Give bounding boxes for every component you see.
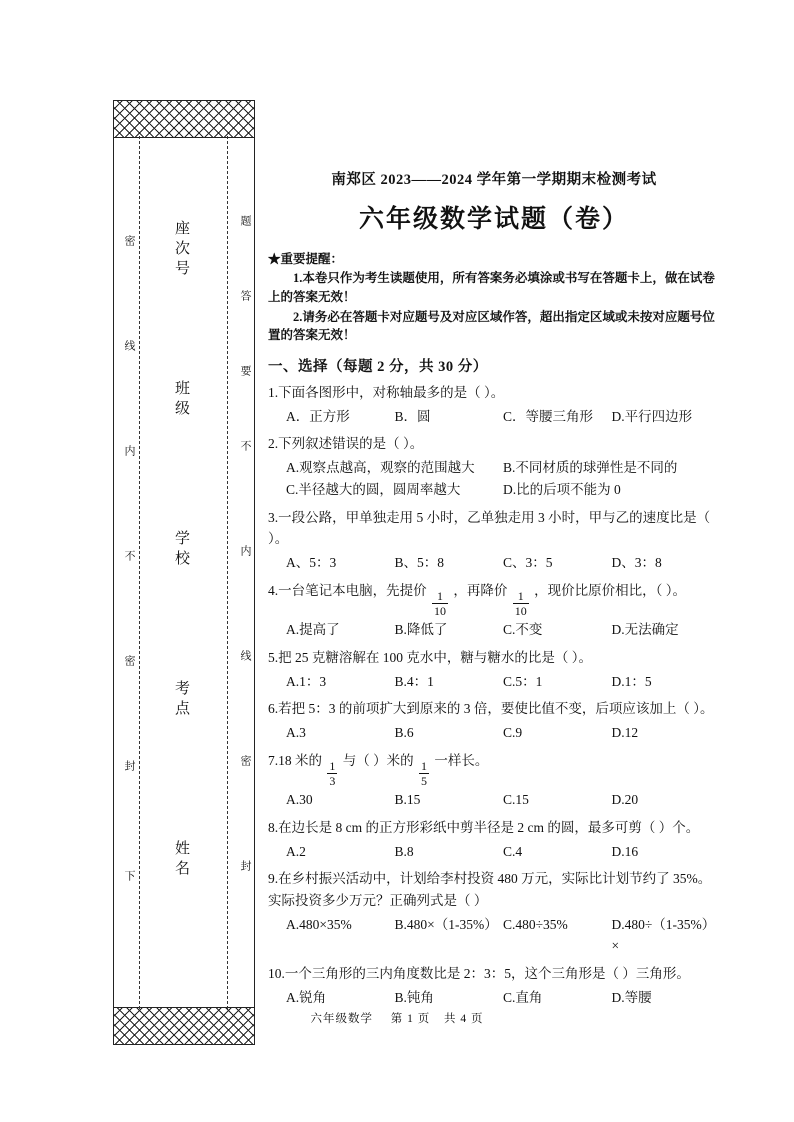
footer-total-pages: 共 4 页 <box>444 1013 484 1025</box>
question-2-option-d[interactable]: D.比的后项不能为 0 <box>503 481 621 497</box>
question-3-option-c[interactable]: C、3：5 <box>503 555 553 571</box>
question-4-options <box>268 619 720 641</box>
question-4-text-mid: ，再降价 <box>453 582 508 598</box>
question-4-fraction-2: $\frac{1}{10}$ <box>514 589 527 619</box>
question-4-option-a[interactable]: A.提高了 <box>286 622 340 638</box>
seal-mark-left-7: 密 <box>123 235 135 248</box>
seal-mark-right-1: 封 <box>239 860 251 873</box>
question-10-options <box>268 987 720 1009</box>
question-5-option-a[interactable]: A.1：3 <box>286 673 327 689</box>
footer-page-number: 第 1 页 <box>390 1013 431 1025</box>
question-4-option-d[interactable]: D.无法确定 <box>611 622 679 638</box>
question-7-text-pre: 7.18 米的 <box>268 752 322 768</box>
question-8-option-d[interactable]: D.16 <box>611 843 639 859</box>
footer-subject: 六年级数学 <box>310 1013 373 1025</box>
seal-dashed-line-1 <box>139 136 140 1009</box>
question-7-option-d[interactable]: D.20 <box>611 792 639 808</box>
question-7-option-a[interactable]: A.30 <box>286 792 313 808</box>
question-3-options <box>268 552 720 574</box>
question-7-option-b[interactable]: B.15 <box>394 792 421 808</box>
seal-field-class: 班级 <box>173 380 189 420</box>
question-5-text: 5.把 25 克糖溶解在 100 克水中，糖与糖水的比是（ ）。 <box>268 649 592 665</box>
notice-paragraph-2: 2.请务必在答题卡对应题号及对应区域作答，超出指定区域或未按对应题号位置的答案无效！ <box>268 309 715 343</box>
question-5-options <box>268 671 720 693</box>
seal-mark-right-2: 密 <box>239 755 251 768</box>
question-9-option-d[interactable]: D.480÷（1-35%）× <box>611 916 716 954</box>
question-6-option-a[interactable]: A.3 <box>286 725 306 741</box>
question-1-option-a[interactable]: A．正方形 <box>286 408 350 424</box>
question-3-option-d[interactable]: D、3：8 <box>611 555 662 571</box>
question-1-option-d[interactable]: D.平行四边形 <box>611 408 693 424</box>
seal-mark-left-5: 内 <box>123 445 135 458</box>
seal-mark-right-4: 内 <box>239 545 251 558</box>
question-8-option-b[interactable]: B.8 <box>394 843 414 859</box>
question-4-text <box>268 580 720 617</box>
question-7-fraction-2: $\frac{1}{5}$ <box>421 759 427 789</box>
seal-field-seat-number: 座次号 <box>173 220 189 280</box>
question-6-option-c[interactable]: C.9 <box>503 725 523 741</box>
question-6-option-d[interactable]: D.12 <box>611 725 639 741</box>
seal-border-right <box>254 100 255 1045</box>
seal-mark-left-2: 封 <box>123 760 135 773</box>
question-5-option-b[interactable]: B.4：1 <box>394 673 434 689</box>
question-9-option-b[interactable]: B.480×（1-35%） <box>394 916 498 932</box>
question-4-option-c[interactable]: C.不变 <box>503 622 543 638</box>
seal-mark-left-6: 线 <box>123 340 135 353</box>
question-2-text: 2.下列叙述错误的是（ ）。 <box>268 436 424 452</box>
question-1-text: 1.下面各图形中，对称轴最多的是（ ）。 <box>268 385 505 400</box>
question-4-option-b[interactable]: B.降低了 <box>394 622 448 638</box>
question-3-text: 3.一段公路，甲单独走用 5 小时，乙单独走用 3 小时，甲与乙的速度比是（ ）。 <box>268 509 711 547</box>
seal-field-name: 姓名 <box>173 840 189 880</box>
question-10-text: 10.一个三角形的三内角度数比是 2：3：5，这个三角形是（ ）三角形。 <box>268 966 690 982</box>
exam-header-line: 南郑区 2023——2024 学年第一学期期末检测考试 <box>331 172 657 188</box>
question-2-option-b[interactable]: B.不同材质的球弹性是不同的 <box>503 460 678 476</box>
question-6-option-b[interactable]: B.6 <box>394 725 414 741</box>
question-4-fraction-1: $\frac{1}{10}$ <box>434 589 446 619</box>
question-8-option-c[interactable]: C.4 <box>503 843 523 859</box>
question-7-text <box>268 750 720 787</box>
question-6-text: 6.若把 5：3 的前项扩大到原来的 3 倍，要使比值不变，后项应该加上（ ）。 <box>268 701 714 717</box>
question-2-option-a[interactable]: A.观察点越高，观察的范围越大 <box>286 460 475 476</box>
question-3-option-a[interactable]: A、5：3 <box>286 555 337 571</box>
question-8-options <box>268 841 720 863</box>
question-1-option-c[interactable]: C．等腰三角形 <box>503 408 594 424</box>
question-9-option-a[interactable]: A.480×35% <box>286 916 352 932</box>
question-7-options <box>268 789 720 811</box>
question-10-option-b[interactable]: B.钝角 <box>394 989 434 1005</box>
notice-paragraph-1: 1.本卷只作为考生读题使用，所有答案务必填涂或书写在答题卡上，做在试卷上的答案无效！ <box>268 271 715 304</box>
question-8-text: 8.在边长是 8 cm 的正方形彩纸中剪半径是 2 cm 的圆，最多可剪（ ）个。 <box>268 819 700 835</box>
question-8-option-a[interactable]: A.2 <box>286 843 306 859</box>
question-1-options <box>268 406 720 428</box>
question-7-text-mid: 与（ ）米的 <box>342 752 414 768</box>
page-title: 六年级数学试题（卷） <box>358 206 629 233</box>
seal-mark-left-1: 下 <box>123 870 135 883</box>
seal-mark-right-7: 答 <box>239 290 251 303</box>
exam-content <box>268 168 720 1011</box>
question-5-option-c[interactable]: C.5：1 <box>503 673 543 689</box>
seal-mark-right-8: 题 <box>239 215 251 228</box>
seal-mark-right-3: 线 <box>239 650 251 663</box>
section-heading-choice: 一、选择（每题 2 分，共 30 分） <box>268 359 488 375</box>
question-2-options <box>268 457 720 500</box>
question-1-option-b[interactable]: B．圆 <box>394 408 431 424</box>
seal-mark-left-3: 密 <box>123 655 135 668</box>
question-7-text-post: 一样长。 <box>434 752 489 768</box>
seal-dashed-line-2 <box>227 136 228 1009</box>
seal-field-school: 学校 <box>173 530 189 570</box>
question-10-option-a[interactable]: A.锐角 <box>286 989 327 1005</box>
seal-border-left <box>113 100 114 1045</box>
seal-field-exam-site: 考点 <box>173 680 189 720</box>
question-10-option-c[interactable]: C.直角 <box>503 989 543 1005</box>
seal-mark-left-4: 不 <box>123 550 135 563</box>
seal-hatch-top <box>113 100 255 138</box>
question-9-option-c[interactable]: C.480÷35% <box>503 916 568 932</box>
sealing-strip <box>113 100 255 1045</box>
question-4-text-post: ，现价比原价相比，（ ）。 <box>534 582 686 598</box>
notice-title: ★重要提醒： <box>268 252 344 266</box>
seal-mark-right-6: 要 <box>239 365 251 378</box>
question-4-text-pre: 4.一台笔记本电脑，先提价 <box>268 582 427 598</box>
seal-mark-right-5: 不 <box>239 440 251 453</box>
question-5-option-d[interactable]: D.1：5 <box>611 673 652 689</box>
question-3-option-b[interactable]: B、5：8 <box>394 555 445 571</box>
question-7-fraction-1: $\frac{1}{3}$ <box>329 759 336 789</box>
question-2-option-c[interactable]: C.半径越大的圆，圆周率越大 <box>286 481 461 497</box>
question-6-options <box>268 722 720 744</box>
question-9-text: 9.在乡村振兴活动中，计划给李村投资 480 万元，实际比计划节约了 35%。实际投资多少万元？正确列式是（ ） <box>268 871 712 908</box>
question-7-option-c[interactable]: C.15 <box>503 792 529 808</box>
question-10-option-d[interactable]: D.等腰 <box>611 989 652 1005</box>
question-9-options <box>268 914 720 957</box>
page-footer <box>0 1010 794 1026</box>
